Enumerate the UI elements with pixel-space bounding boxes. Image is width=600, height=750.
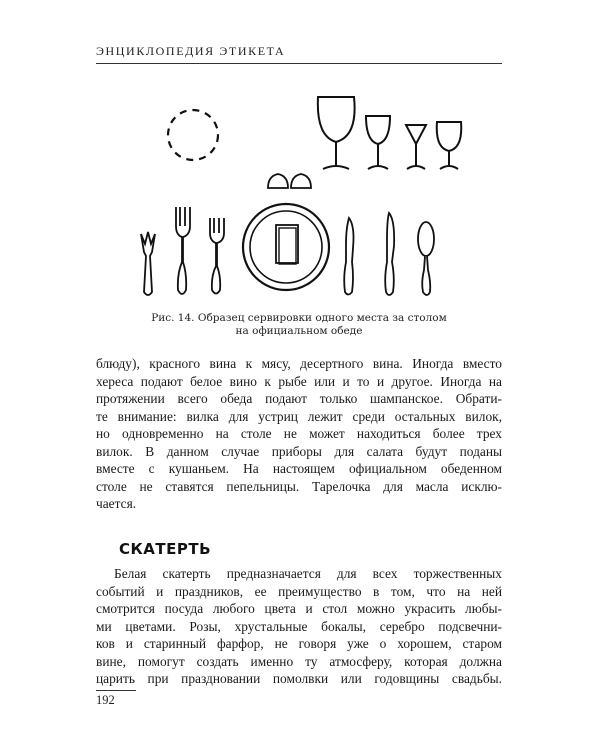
salt-shaker-icon bbox=[268, 174, 288, 188]
oyster-fork-icon bbox=[141, 232, 155, 295]
text-line: ков и старинный фарфор, не говоря уже о хорошем, старом bbox=[96, 636, 502, 651]
page-number: 192 bbox=[96, 690, 136, 708]
text-line: царить при праздновании помолвки или годовщины свадьбы. bbox=[96, 671, 502, 686]
figure-caption bbox=[96, 312, 502, 338]
caption-line: Рис. 14. Образец сервировки одного места за столом bbox=[151, 312, 447, 324]
bread-plate-outline bbox=[168, 110, 218, 160]
section-paragraph bbox=[96, 565, 502, 688]
text-line: вместе с кушаньем. На настоящем официальном обеденном bbox=[96, 461, 502, 476]
soup-spoon-icon bbox=[418, 222, 434, 295]
pepper-shaker-icon bbox=[291, 174, 311, 188]
text-line: блюду), красного вина к мясу, десертного вина. Иногда вместо bbox=[96, 356, 502, 371]
text-line: смотрится посуда любого цвета и стол можно украсить любы- bbox=[96, 601, 502, 616]
section-heading: СКАТЕРТЬ bbox=[119, 540, 212, 558]
water-goblet-icon bbox=[437, 122, 462, 169]
text-line: но одновременно на столе не может находиться более трех bbox=[96, 426, 502, 441]
caption-line: на официальном обеде bbox=[235, 325, 363, 337]
text-line: хереса подают белое вино к рыбе или и то и другое. Иногда на bbox=[96, 373, 502, 389]
text-line: Белая скатерть предназначается для всех торжественных bbox=[114, 566, 502, 581]
fish-knife-icon bbox=[344, 218, 353, 295]
dinner-fork-icon bbox=[210, 218, 224, 294]
text-line: чается. bbox=[96, 496, 137, 511]
text-line: столе не ставятся пепельницы. Тарелочка для масла исклю- bbox=[96, 478, 502, 494]
sherry-glass-icon bbox=[406, 125, 426, 169]
table-setting-drawing bbox=[96, 70, 502, 310]
text-line: ми цветами. Розы, хрустальные бокалы, серебро подсвечни- bbox=[96, 618, 502, 634]
running-head: ЭНЦИКЛОПЕДИЯ ЭТИКЕТА bbox=[96, 44, 502, 64]
wine-glass-large-icon bbox=[318, 97, 355, 169]
text-line: событий и праздников, ее преимущество в том, что на ней bbox=[96, 583, 502, 599]
body-paragraph bbox=[96, 355, 502, 513]
text-line: протяжении всего обеда подают только шампанское. Обрати- bbox=[96, 391, 502, 406]
text-line: вине, помогут создать именно ту атмосферу, которая должна bbox=[96, 653, 502, 669]
fish-fork-icon bbox=[176, 207, 190, 294]
text-line: те внимание: вилка для устриц лежит среди остальных вилок, bbox=[96, 408, 502, 424]
table-setting-illustration bbox=[96, 70, 502, 310]
dinner-knife-icon bbox=[385, 213, 394, 295]
wine-glass-small-icon bbox=[366, 116, 390, 169]
text-line: вилок. В данном случае приборы для салата будут поданы bbox=[96, 443, 502, 459]
